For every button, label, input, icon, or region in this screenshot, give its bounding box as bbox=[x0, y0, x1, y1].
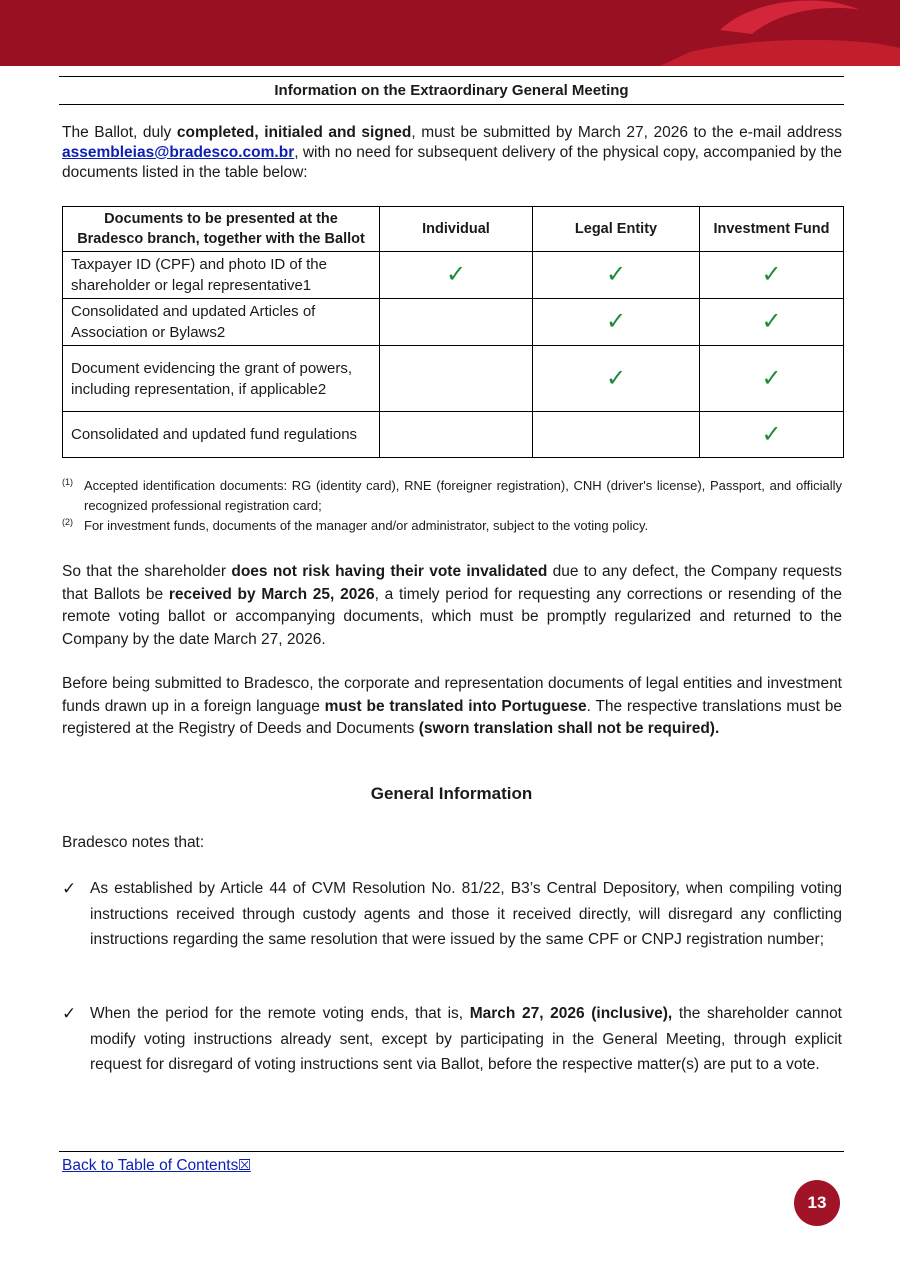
list-item-text: When the period for the remote voting ends, that is, March 27, 2026 (inclusive), the shareholder cannot modify voting instructions already sent, except by participating in the General Meeting, through explicit request for disregard of voting instructions sent via Ballot, before the respective matter(s) are put to a vote. bbox=[90, 1005, 842, 1073]
check-icon: ✓ bbox=[533, 299, 700, 346]
title-rule bbox=[59, 104, 844, 105]
checkmark-bullet-icon: ✓ bbox=[62, 1004, 77, 1023]
general-information-heading: General Information bbox=[370, 784, 533, 803]
table-row bbox=[63, 412, 844, 458]
check-icon: ✓ bbox=[380, 252, 533, 299]
header-individual: Individual bbox=[380, 207, 533, 252]
section-title: Information on the Extraordinary General Meeting bbox=[274, 82, 629, 99]
list-item bbox=[62, 876, 842, 953]
footnote-text: For investment funds, documents of the manager and/or administrator, subject to the voting policy. bbox=[84, 518, 649, 533]
footnote-1 bbox=[62, 476, 842, 516]
documents-table bbox=[62, 206, 844, 458]
table-header-row bbox=[63, 207, 844, 252]
checkmark-bullet-icon: ✓ bbox=[62, 879, 77, 898]
empty-cell bbox=[533, 412, 700, 458]
check-icon: ✓ bbox=[700, 412, 844, 458]
header-investment-fund: Investment Fund bbox=[700, 207, 844, 252]
header-legal-entity: Legal Entity bbox=[533, 207, 700, 252]
email-link[interactable]: assembleias@bradesco.com.br bbox=[62, 144, 295, 161]
empty-cell bbox=[380, 299, 533, 346]
footnote-2 bbox=[62, 516, 842, 536]
footer-rule bbox=[59, 1151, 844, 1152]
risk-paragraph: So that the shareholder does not risk having their vote invalidated due to any defect, the Company requests that Ballots be received by March 25, 2026, a timely period for requesting any corrections or resending of the remote voting ballot or accompanying documents, which must be promptly regularized and returned to the Company by the date March 27, 2026. bbox=[62, 563, 842, 648]
doc-cell: Consolidated and updated Articles of Association or Bylaws2 bbox=[63, 299, 380, 346]
footnote-mark: (2) bbox=[62, 517, 73, 527]
doc-cell: Taxpayer ID (CPF) and photo ID of the shareholder or legal representative1 bbox=[63, 252, 380, 299]
doc-cell: Document evidencing the grant of powers, including representation, if applicable2 bbox=[63, 346, 380, 412]
footnote-text: Accepted identification documents: RG (identity card), RNE (foreigner registration), CNH (driver's license), Passport, and officially recognized professional registration card; bbox=[84, 478, 842, 513]
header-documents: Documents to be presented at the Bradesco branch, together with the Ballot bbox=[63, 207, 380, 252]
header-band bbox=[0, 0, 900, 66]
list-item bbox=[62, 1001, 842, 1078]
empty-cell bbox=[380, 346, 533, 412]
notes-intro: Bradesco notes that: bbox=[62, 834, 205, 851]
brand-swoosh-icon bbox=[0, 0, 900, 66]
intro-paragraph: The Ballot, duly completed, initialed and signed, must be submitted by March 27, 2026 to the e-mail address assembleias@bradesco.com.br, with no need for subsequent delivery of the physical copy, accompanied by the documents listed in the table below: bbox=[62, 124, 842, 181]
page-number-badge: 13 bbox=[794, 1180, 840, 1226]
top-rule bbox=[59, 76, 844, 77]
list-item-text: As established by Article 44 of CVM Resolution No. 81/22, B3’s Central Depository, when compiling voting instructions received through custody agents and those it received directly, will disregard any conflicting instructions regarding the same resolution that were issued by the same CPF or CNPJ registration number; bbox=[90, 880, 842, 948]
empty-cell bbox=[380, 412, 533, 458]
table-row bbox=[63, 252, 844, 299]
table-row bbox=[63, 346, 844, 412]
footnote-mark: (1) bbox=[62, 477, 73, 487]
table-row bbox=[63, 299, 844, 346]
check-icon: ✓ bbox=[700, 346, 844, 412]
back-to-contents-link[interactable]: Back to Table of Contents⮽ bbox=[62, 1157, 251, 1174]
translation-paragraph: Before being submitted to Bradesco, the corporate and representation documents of legal entities and investment funds drawn up in a foreign language must be translated into Portuguese. The respective translations must be registered at the Registry of Deeds and Documents (sworn translation shall not be required). bbox=[62, 675, 842, 737]
check-icon: ✓ bbox=[533, 252, 700, 299]
check-icon: ✓ bbox=[700, 252, 844, 299]
check-icon: ✓ bbox=[700, 299, 844, 346]
doc-cell: Consolidated and updated fund regulations bbox=[63, 412, 380, 458]
check-icon: ✓ bbox=[533, 346, 700, 412]
